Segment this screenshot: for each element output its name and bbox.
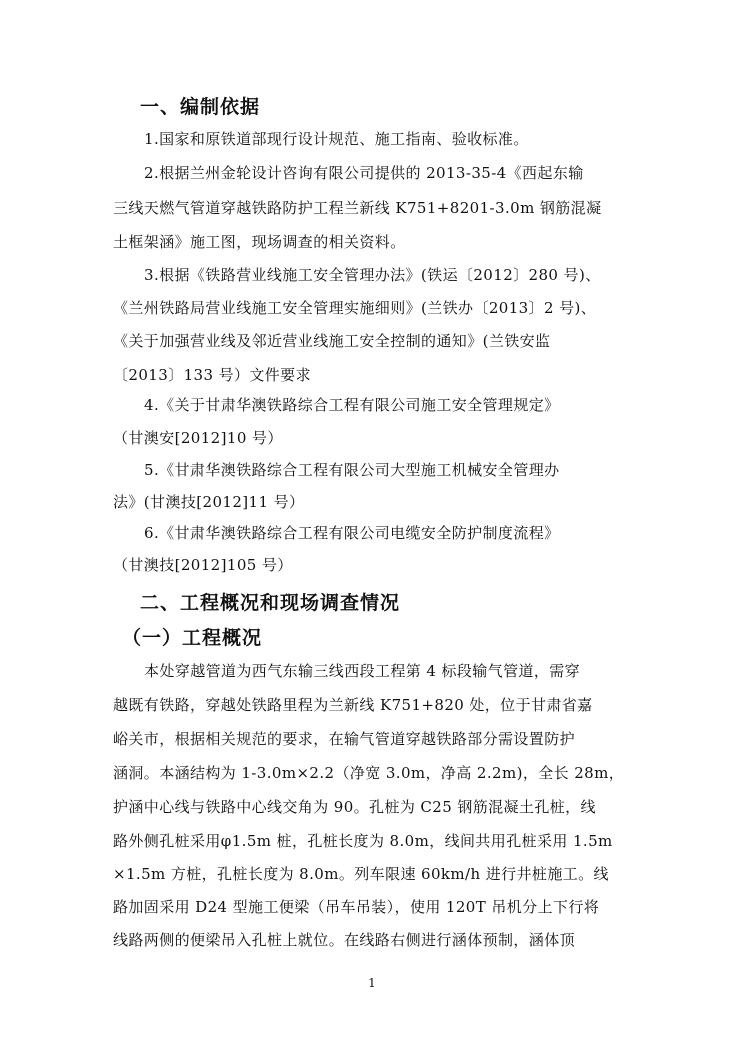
paragraph-line: 护涵中心线与铁路中心线交角为 90。孔桩为 C25 钢筋混凝土孔桩，线	[113, 798, 596, 816]
paragraph-line: 涵洞。本涵结构为 1-3.0m×2.2（净宽 3.0m，净高 2.2m)，全长 28m，	[113, 764, 625, 782]
page-number: 1	[368, 976, 376, 990]
subsection-heading-project: （一）工程概况	[122, 627, 263, 649]
paragraph-line: 路外侧孔桩采用φ1.5m 桩，孔桩长度为 8.0m，线间共用孔桩采用 1.5m	[113, 832, 613, 850]
paragraph-line: 2.根据兰州金轮设计咨询有限公司提供的 2013-35-4《西起东输	[144, 164, 584, 182]
paragraph-line: 法》(甘澳技[2012]11 号）	[113, 493, 305, 511]
section-heading-basis: 一、编制依据	[140, 96, 261, 118]
paragraph-line: 《兰州铁路局营业线施工安全管理实施细则》(兰铁办〔2013〕2 号)、	[113, 299, 597, 317]
paragraph-line: 三线天燃气管道穿越铁路防护工程兰新线 K751+8201-3.0m 钢筋混凝	[113, 199, 602, 217]
paragraph-line: 土框架涵》施工图，现场调查的相关资料。	[113, 233, 406, 251]
paragraph-line: 本处穿越管道为西气东输三线西段工程第 4 标段输气管道，需穿	[144, 662, 581, 680]
paragraph-line: 〔2013〕133 号）文件要求	[113, 366, 311, 384]
paragraph-line: （甘澳技[2012]105 号）	[113, 556, 293, 574]
section-heading-overview: 二、工程概况和现场调查情况	[140, 592, 401, 614]
paragraph-line: 路加固采用 D24 型施工便梁（吊车吊装），使用 120T 吊机分上下行将	[113, 898, 600, 916]
paragraph-line: 6.《甘肃华澳铁路综合工程有限公司电缆安全防护制度流程》	[144, 524, 560, 542]
paragraph-line: 5.《甘肃华澳铁路综合工程有限公司大型施工机械安全管理办	[144, 461, 560, 479]
paragraph-line: 1.国家和原铁道部现行设计规范、施工指南、验收标准。	[144, 130, 529, 148]
paragraph-line: 线路两侧的便梁吊入孔桩上就位。在线路右侧进行涵体预制，涵体顶	[113, 931, 576, 949]
paragraph-line: （甘澳安[2012]10 号）	[113, 429, 283, 447]
paragraph-line: 越既有铁路，穿越处铁路里程为兰新线 K751+820 处，位于甘肃省嘉	[113, 696, 593, 714]
paragraph-line: 3.根据《铁路营业线施工安全管理办法》(铁运〔2012〕280 号)、	[144, 266, 601, 284]
paragraph-line: 4.《关于甘肃华澳铁路综合工程有限公司施工安全管理规定》	[144, 396, 560, 414]
paragraph-line: 《关于加强营业线及邻近营业线施工安全控制的通知》(兰铁安监	[113, 332, 551, 350]
paragraph-line: 峪关市，根据相关规范的要求，在输气管道穿越铁路部分需设置防护	[113, 730, 576, 748]
paragraph-line: ×1.5m 方桩，孔桩长度为 8.0m。列车限速 60km/h 进行井桩施工。线	[113, 865, 609, 883]
